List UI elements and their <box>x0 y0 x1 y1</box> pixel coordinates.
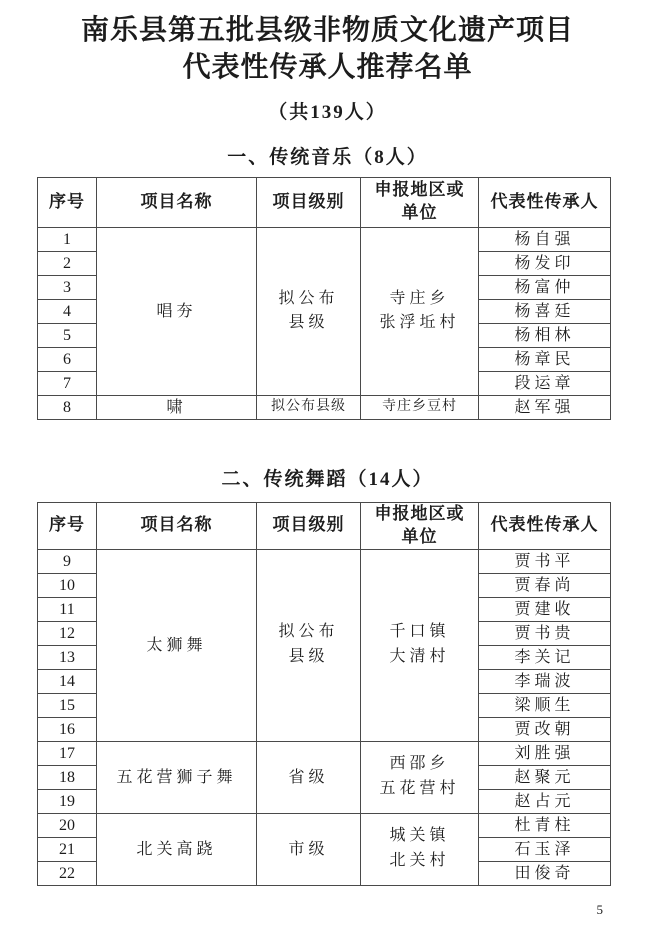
inheritor-cell: 赵聚元 <box>479 765 611 789</box>
level-line1: 拟公布 <box>278 289 339 307</box>
inheritor-cell: 杨相林 <box>479 323 611 347</box>
table-row <box>38 741 611 765</box>
row-number-cell: 5 <box>38 323 97 347</box>
table-header-row <box>38 502 611 549</box>
col-header-region-line2: 单位 <box>401 526 438 546</box>
row-number-cell: 6 <box>38 347 97 371</box>
inheritor-cell: 石玉泽 <box>479 837 611 861</box>
inheritor-cell: 贾书平 <box>479 549 611 573</box>
inheritor-cell: 贾建收 <box>479 597 611 621</box>
inheritor-cell: 赵军强 <box>479 395 611 419</box>
row-number-cell: 14 <box>38 669 97 693</box>
inheritor-cell: 杜青柱 <box>479 813 611 837</box>
col-header-project-level: 项目级别 <box>257 177 361 227</box>
table-row <box>38 395 611 419</box>
page-number: 5 <box>596 902 603 917</box>
table-row <box>38 227 611 251</box>
project-level-cell: 省级 <box>257 741 361 813</box>
project-name-cell: 啸 <box>97 395 257 419</box>
inheritor-cell: 刘胜强 <box>479 741 611 765</box>
section-heading-traditional-dance: 二、传统舞蹈（14人） <box>221 468 434 490</box>
project-level-cell <box>257 549 361 741</box>
row-number-cell: 15 <box>38 693 97 717</box>
row-number-cell: 13 <box>38 645 97 669</box>
region-line2: 张浮坵村 <box>379 314 460 332</box>
row-number-cell: 21 <box>38 837 97 861</box>
col-header-region-line1: 申报地区或 <box>374 180 465 200</box>
row-number-cell: 19 <box>38 789 97 813</box>
row-number-cell: 22 <box>38 861 97 885</box>
row-number-cell: 17 <box>38 741 97 765</box>
inheritor-cell: 梁顺生 <box>479 693 611 717</box>
col-header-region <box>361 177 479 227</box>
row-number-cell: 16 <box>38 717 97 741</box>
inheritor-cell: 赵占元 <box>479 789 611 813</box>
project-name-cell: 唱夯 <box>97 227 257 395</box>
row-number-cell: 2 <box>38 251 97 275</box>
region-cell <box>361 227 479 395</box>
level-line2: 县级 <box>288 314 329 332</box>
inheritor-cell: 杨章民 <box>479 347 611 371</box>
table-header-row <box>38 177 611 227</box>
title-line-2: 代表性传承人推荐名单 <box>182 51 473 83</box>
col-header-inheritor: 代表性传承人 <box>479 177 611 227</box>
inheritor-cell: 杨富仲 <box>479 275 611 299</box>
inheritor-cell: 贾书贵 <box>479 621 611 645</box>
row-number-cell: 4 <box>38 299 97 323</box>
region-line2: 北关村 <box>389 852 450 870</box>
project-name-cell: 北关高跷 <box>97 813 257 885</box>
col-header-inheritor: 代表性传承人 <box>479 502 611 549</box>
section-heading-traditional-music: 一、传统音乐（8人） <box>227 146 428 168</box>
inheritor-cell: 杨喜廷 <box>479 299 611 323</box>
col-header-project-level: 项目级别 <box>257 502 361 549</box>
region-line1: 西邵乡 <box>389 755 450 773</box>
col-header-region-line1: 申报地区或 <box>374 503 465 523</box>
project-level-cell <box>257 227 361 395</box>
project-level-cell: 拟公布县级 <box>257 395 361 419</box>
table-row <box>38 549 611 573</box>
region-cell <box>361 813 479 885</box>
project-name-cell: 五花营狮子舞 <box>97 741 257 813</box>
inheritor-cell: 杨发印 <box>479 251 611 275</box>
level-line2: 县级 <box>288 648 329 666</box>
region-line1: 寺庄乡 <box>389 289 450 307</box>
col-header-no: 序号 <box>38 177 97 227</box>
row-number-cell: 7 <box>38 371 97 395</box>
row-number-cell: 11 <box>38 597 97 621</box>
project-level-cell: 市级 <box>257 813 361 885</box>
traditional-music-table <box>37 177 611 420</box>
row-number-cell: 1 <box>38 227 97 251</box>
region-line2: 五花营村 <box>379 780 460 798</box>
col-header-no: 序号 <box>38 502 97 549</box>
inheritor-cell: 杨自强 <box>479 227 611 251</box>
inheritor-cell: 李关记 <box>479 645 611 669</box>
row-number-cell: 10 <box>38 573 97 597</box>
inheritor-cell: 贾春尚 <box>479 573 611 597</box>
region-cell <box>361 741 479 813</box>
traditional-dance-table <box>37 502 611 886</box>
row-number-cell: 9 <box>38 549 97 573</box>
inheritor-cell: 李瑞波 <box>479 669 611 693</box>
inheritor-cell: 段运章 <box>479 371 611 395</box>
inheritor-cell: 贾改朝 <box>479 717 611 741</box>
region-line1: 千口镇 <box>389 623 450 641</box>
document-title <box>0 0 655 87</box>
row-number-cell: 18 <box>38 765 97 789</box>
region-cell: 寺庄乡豆村 <box>361 395 479 419</box>
row-number-cell: 12 <box>38 621 97 645</box>
row-number-cell: 3 <box>38 275 97 299</box>
row-number-cell: 8 <box>38 395 97 419</box>
inheritor-cell: 田俊奇 <box>479 861 611 885</box>
title-line-1: 南乐县第五批县级非物质文化遗产项目 <box>80 15 574 46</box>
col-header-region-line2: 单位 <box>401 203 438 223</box>
project-name-cell: 太狮舞 <box>97 549 257 741</box>
col-header-project-name: 项目名称 <box>97 502 257 549</box>
col-header-project-name: 项目名称 <box>97 177 257 227</box>
region-cell <box>361 549 479 741</box>
col-header-region <box>361 502 479 549</box>
row-number-cell: 20 <box>38 813 97 837</box>
region-line2: 大清村 <box>389 648 450 666</box>
total-count-subtitle: （共139人） <box>268 101 387 123</box>
table-row <box>38 813 611 837</box>
level-line1: 拟公布 <box>278 623 339 641</box>
region-line1: 城关镇 <box>389 827 450 845</box>
